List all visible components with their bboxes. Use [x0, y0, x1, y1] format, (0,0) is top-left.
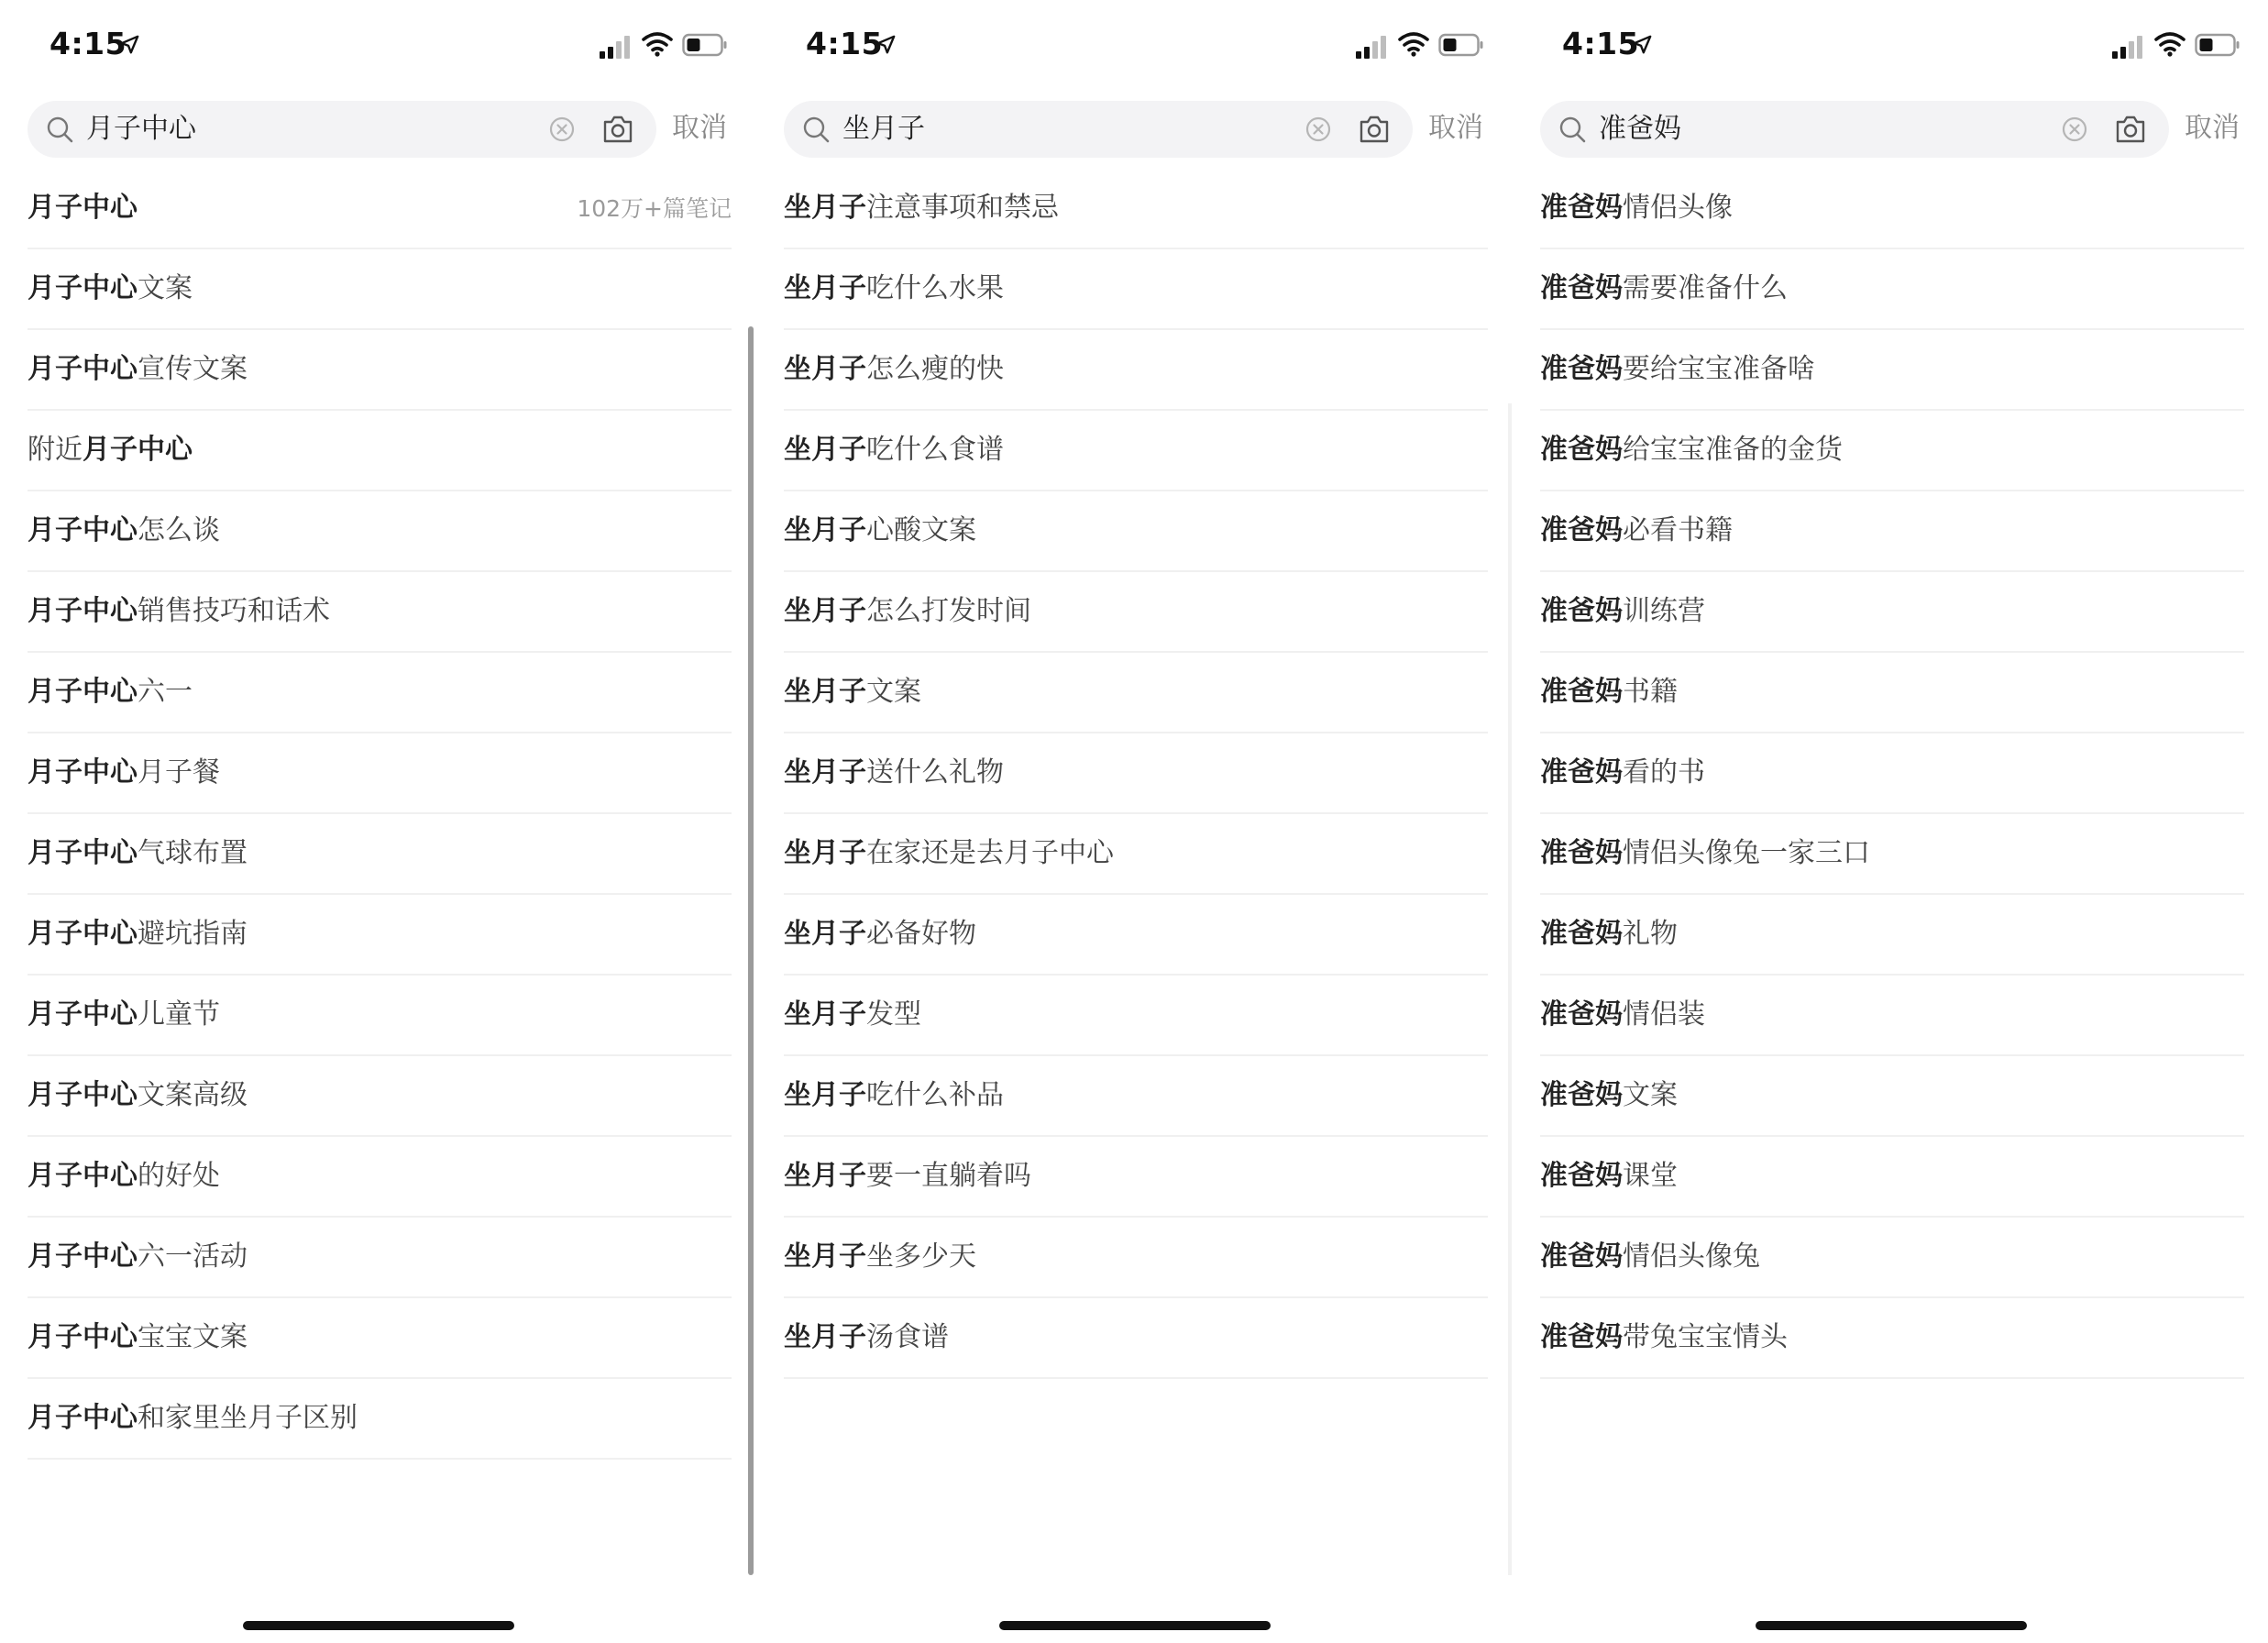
suggestion-text	[1540, 592, 1705, 631]
suggestion-match: 坐月子	[784, 434, 866, 466]
suggestion-text	[28, 915, 248, 954]
suggestion-suffix: 的好处	[138, 1160, 220, 1192]
suggestion-item[interactable]	[28, 895, 732, 976]
phone-screen-3	[1513, 0, 2268, 1643]
suggestion-match: 月子中心	[28, 353, 138, 385]
suggestion-item[interactable]	[784, 733, 1488, 814]
suggestion-suffix: 儿童节	[138, 998, 220, 1031]
search-icon	[46, 116, 75, 145]
suggestion-item[interactable]	[784, 814, 1488, 895]
search-icon	[1558, 116, 1588, 145]
suggestion-text	[1540, 915, 1678, 954]
suggestion-item[interactable]	[28, 1218, 732, 1298]
suggestion-suffix: 需要准备什么	[1623, 272, 1788, 304]
suggestion-item[interactable]	[784, 653, 1488, 733]
search-row	[0, 101, 756, 158]
suggestion-item[interactable]	[28, 976, 732, 1056]
suggestion-suffix: 怎么瘦的快	[866, 353, 1004, 385]
suggestion-list	[28, 169, 732, 1460]
suggestion-match: 坐月子	[784, 918, 866, 950]
suggestion-suffix: 给宝宝准备的金货	[1623, 434, 1843, 466]
suggestion-text	[28, 1399, 358, 1438]
clear-icon[interactable]	[2062, 116, 2087, 142]
suggestion-text	[28, 512, 220, 550]
suggestion-text	[28, 431, 193, 469]
suggestion-text	[784, 350, 1004, 389]
suggestion-match: 准爸妈	[1540, 1160, 1623, 1192]
cancel-button[interactable]: 取消	[2185, 112, 2240, 144]
suggestion-suffix: 坐多少天	[866, 1241, 976, 1273]
suggestion-suffix: 带兔宝宝情头	[1623, 1321, 1788, 1353]
suggestion-match: 月子中心	[28, 756, 138, 788]
suggestion-item[interactable]	[784, 1298, 1488, 1379]
suggestion-match: 准爸妈	[1540, 676, 1623, 708]
suggestion-match: 准爸妈	[1540, 595, 1623, 627]
suggestion-item[interactable]	[28, 1379, 732, 1460]
suggestion-item[interactable]	[784, 411, 1488, 491]
suggestion-text	[1540, 512, 1733, 550]
search-row	[756, 101, 1513, 158]
suggestion-text	[28, 350, 248, 389]
suggestion-text	[784, 270, 1004, 308]
suggestion-prefix: 附近	[28, 434, 83, 466]
suggestion-suffix: 情侣头像兔一家三口	[1623, 837, 1870, 869]
wifi-icon	[1398, 31, 1429, 57]
suggestion-suffix: 情侣头像兔	[1623, 1241, 1760, 1273]
suggestion-suffix: 必看书籍	[1623, 514, 1733, 546]
suggestion-match: 坐月子	[784, 1079, 866, 1111]
suggestion-match: 坐月子	[784, 192, 866, 224]
suggestion-match: 准爸妈	[1540, 1241, 1623, 1273]
suggestion-match: 准爸妈	[1540, 756, 1623, 788]
suggestion-item[interactable]	[784, 249, 1488, 330]
search-input[interactable]	[28, 101, 656, 158]
suggestion-suffix: 怎么谈	[138, 514, 220, 546]
suggestion-item[interactable]	[1540, 411, 2244, 491]
battery-icon	[2195, 33, 2240, 57]
suggestion-match: 准爸妈	[1540, 1321, 1623, 1353]
search-input[interactable]	[784, 101, 1413, 158]
suggestion-text	[1540, 270, 1788, 308]
suggestion-suffix: 训练营	[1623, 595, 1705, 627]
suggestion-suffix: 销售技巧和话术	[138, 595, 330, 627]
suggestion-match: 月子中心	[28, 272, 138, 304]
suggestion-list	[1540, 169, 2244, 1379]
suggestion-text	[28, 673, 193, 711]
suggestion-text	[784, 915, 976, 954]
suggestion-text	[1540, 1318, 1788, 1357]
suggestion-text	[28, 834, 248, 873]
suggestion-match: 月子中心	[28, 1402, 138, 1434]
suggestion-suffix: 心酸文案	[866, 514, 976, 546]
suggestion-text	[1540, 1157, 1678, 1196]
suggestion-text	[28, 1076, 248, 1115]
suggestion-text	[1540, 431, 1843, 469]
suggestion-item[interactable]	[28, 169, 732, 249]
suggestion-match: 准爸妈	[1540, 434, 1623, 466]
suggestion-suffix: 避坑指南	[138, 918, 248, 950]
suggestion-item[interactable]	[28, 814, 732, 895]
suggestion-match: 坐月子	[784, 1160, 866, 1192]
home-indicator[interactable]	[1756, 1621, 2027, 1630]
suggestion-text	[784, 1157, 1031, 1196]
suggestion-suffix: 月子餐	[138, 756, 220, 788]
suggestion-match: 坐月子	[784, 595, 866, 627]
suggestion-item[interactable]	[784, 1218, 1488, 1298]
cancel-button[interactable]: 取消	[1428, 112, 1483, 144]
suggestion-item[interactable]	[1540, 1298, 2244, 1379]
home-indicator[interactable]	[243, 1621, 514, 1630]
status-bar	[1513, 0, 2268, 92]
suggestion-item[interactable]	[1540, 1218, 2244, 1298]
suggestion-text	[1540, 996, 1705, 1034]
suggestion-suffix: 气球布置	[138, 837, 248, 869]
status-bar	[756, 0, 1513, 92]
suggestion-match: 准爸妈	[1540, 353, 1623, 385]
suggestion-text	[28, 592, 330, 631]
camera-icon[interactable]	[2114, 114, 2147, 145]
suggestion-match: 月子中心	[28, 1079, 138, 1111]
suggestion-suffix: 和家里坐月子区别	[138, 1402, 358, 1434]
suggestion-match: 坐月子	[784, 756, 866, 788]
cellular-signal-icon	[2112, 35, 2143, 59]
suggestion-text	[28, 1318, 248, 1357]
cancel-button[interactable]: 取消	[672, 112, 727, 144]
suggestion-text	[784, 834, 1114, 873]
suggestion-item[interactable]	[28, 572, 732, 653]
suggestion-match: 月子中心	[28, 595, 138, 627]
suggestion-match: 月子中心	[28, 1160, 138, 1192]
suggestion-match: 坐月子	[784, 837, 866, 869]
suggestion-item[interactable]	[1540, 1056, 2244, 1137]
search-query[interactable]: 月子中心	[86, 113, 196, 145]
status-time: 4:15	[50, 26, 127, 61]
suggestion-item[interactable]	[784, 330, 1488, 411]
suggestion-suffix: 情侣装	[1623, 998, 1705, 1031]
suggestion-text	[1540, 754, 1705, 792]
suggestion-match: 准爸妈	[1540, 1079, 1623, 1111]
suggestion-match: 月子中心	[28, 1241, 138, 1273]
suggestion-suffix: 文案	[866, 676, 921, 708]
suggestion-item[interactable]	[28, 1056, 732, 1137]
suggestion-text	[1540, 1076, 1678, 1115]
wifi-icon	[642, 31, 673, 57]
cellular-signal-icon	[1356, 35, 1387, 59]
search-row	[1513, 101, 2268, 158]
phone-screen-2	[756, 0, 1513, 1643]
suggestion-list	[784, 169, 1488, 1379]
suggestion-match: 准爸妈	[1540, 272, 1623, 304]
suggestion-match: 坐月子	[784, 998, 866, 1031]
suggestion-suffix: 宣传文案	[138, 353, 248, 385]
suggestion-suffix: 送什么礼物	[866, 756, 1004, 788]
phone-screen-1	[0, 0, 756, 1643]
suggestion-item[interactable]	[28, 733, 732, 814]
suggestion-suffix: 在家还是去月子中心	[866, 837, 1114, 869]
suggestion-suffix: 看的书	[1623, 756, 1705, 788]
suggestion-text	[784, 1238, 976, 1276]
suggestion-text	[28, 270, 193, 308]
suggestion-text	[1540, 834, 1870, 873]
suggestion-suffix: 吃什么水果	[866, 272, 1004, 304]
suggestion-text	[784, 431, 1004, 469]
cellular-signal-icon	[600, 35, 631, 59]
suggestion-item[interactable]	[1540, 814, 2244, 895]
suggestion-item[interactable]	[1540, 895, 2244, 976]
scrollbar-screen-1[interactable]	[748, 326, 754, 1575]
wifi-icon	[2154, 31, 2185, 57]
status-time: 4:15	[1562, 26, 1640, 61]
suggestion-item[interactable]	[28, 653, 732, 733]
suggestion-match: 准爸妈	[1540, 918, 1623, 950]
suggestion-match: 准爸妈	[1540, 514, 1623, 546]
suggestion-suffix: 发型	[866, 998, 921, 1031]
suggestion-text	[784, 189, 1059, 227]
clear-icon[interactable]	[1305, 116, 1331, 142]
suggestion-item[interactable]	[28, 249, 732, 330]
suggestion-text	[784, 592, 1031, 631]
suggestion-item[interactable]	[28, 411, 732, 491]
suggestion-suffix: 必备好物	[866, 918, 976, 950]
suggestion-item[interactable]	[28, 1137, 732, 1218]
suggestion-text	[1540, 1238, 1760, 1276]
suggestion-match: 坐月子	[784, 514, 866, 546]
location-arrow-icon	[1632, 35, 1652, 55]
suggestion-text	[784, 512, 976, 550]
suggestion-suffix: 情侣头像	[1623, 192, 1733, 224]
suggestion-match: 月子中心	[28, 837, 138, 869]
suggestion-item[interactable]	[1540, 733, 2244, 814]
suggestion-suffix: 六一活动	[138, 1241, 248, 1273]
suggestion-item[interactable]	[784, 1056, 1488, 1137]
battery-icon	[682, 33, 728, 57]
suggestion-match: 坐月子	[784, 353, 866, 385]
suggestion-match: 坐月子	[784, 676, 866, 708]
suggestion-item[interactable]	[784, 976, 1488, 1056]
suggestion-item[interactable]	[1540, 169, 2244, 249]
suggestion-match: 坐月子	[784, 272, 866, 304]
suggestion-item[interactable]	[28, 330, 732, 411]
suggestion-item[interactable]	[1540, 491, 2244, 572]
suggestion-match: 月子中心	[28, 1321, 138, 1353]
suggestion-text	[784, 673, 921, 711]
suggestion-match: 坐月子	[784, 1241, 866, 1273]
suggestion-text	[784, 754, 1004, 792]
suggestion-item[interactable]	[784, 169, 1488, 249]
suggestion-suffix: 吃什么食谱	[866, 434, 1004, 466]
suggestion-text	[28, 996, 220, 1034]
search-icon	[802, 116, 831, 145]
suggestion-text	[784, 996, 921, 1034]
suggestion-item[interactable]	[1540, 330, 2244, 411]
suggestion-suffix: 课堂	[1623, 1160, 1678, 1192]
suggestion-text	[1540, 673, 1678, 711]
suggestion-suffix: 吃什么补品	[866, 1079, 1004, 1111]
suggestion-match: 月子中心	[28, 514, 138, 546]
search-query[interactable]: 坐月子	[842, 113, 925, 145]
suggestion-suffix: 注意事项和禁忌	[866, 192, 1059, 224]
battery-icon	[1438, 33, 1484, 57]
suggestion-match: 月子中心	[28, 192, 138, 224]
suggestion-text	[28, 1157, 220, 1196]
camera-icon[interactable]	[1358, 114, 1391, 145]
suggestion-text	[784, 1076, 1004, 1115]
suggestion-text	[1540, 189, 1733, 227]
suggestion-suffix: 汤食谱	[866, 1321, 949, 1353]
suggestion-match: 准爸妈	[1540, 837, 1623, 869]
suggestion-item[interactable]	[784, 572, 1488, 653]
status-time: 4:15	[806, 26, 884, 61]
suggestion-text	[784, 1318, 949, 1357]
suggestion-suffix: 文案高级	[138, 1079, 248, 1111]
suggestion-item[interactable]	[784, 491, 1488, 572]
suggestion-suffix: 六一	[138, 676, 193, 708]
suggestion-suffix: 礼物	[1623, 918, 1678, 950]
home-indicator[interactable]	[999, 1621, 1271, 1630]
suggestion-match: 月子中心	[28, 998, 138, 1031]
suggestion-item[interactable]	[1540, 653, 2244, 733]
suggestion-text	[28, 754, 220, 792]
suggestion-match: 月子中心	[28, 918, 138, 950]
clear-icon[interactable]	[549, 116, 575, 142]
suggestion-item[interactable]	[1540, 976, 2244, 1056]
suggestion-text	[28, 1238, 248, 1276]
scroll-track-screen-2	[1508, 403, 1512, 1575]
search-query[interactable]: 准爸妈	[1599, 113, 1681, 145]
suggestion-suffix: 怎么打发时间	[866, 595, 1031, 627]
camera-icon[interactable]	[601, 114, 634, 145]
suggestion-match: 月子中心	[83, 434, 193, 466]
status-bar	[0, 0, 756, 92]
location-arrow-icon	[119, 35, 139, 55]
suggestion-match: 准爸妈	[1540, 998, 1623, 1031]
search-input[interactable]	[1540, 101, 2169, 158]
suggestion-match: 准爸妈	[1540, 192, 1623, 224]
location-arrow-icon	[875, 35, 896, 55]
suggestion-item[interactable]	[1540, 1137, 2244, 1218]
suggestion-item[interactable]	[1540, 249, 2244, 330]
note-count: 102万+篇笔记	[577, 195, 732, 222]
suggestion-item[interactable]	[28, 1298, 732, 1379]
suggestion-suffix: 文案	[1623, 1079, 1678, 1111]
suggestion-suffix: 书籍	[1623, 676, 1678, 708]
suggestion-match: 坐月子	[784, 1321, 866, 1353]
suggestion-item[interactable]	[784, 895, 1488, 976]
suggestion-text	[28, 189, 138, 227]
suggestion-suffix: 要给宝宝准备啥	[1623, 353, 1815, 385]
suggestion-suffix: 文案	[138, 272, 193, 304]
suggestion-text	[1540, 350, 1815, 389]
suggestion-suffix: 要一直躺着吗	[866, 1160, 1031, 1192]
suggestion-match: 月子中心	[28, 676, 138, 708]
suggestion-suffix: 宝宝文案	[138, 1321, 248, 1353]
suggestion-item[interactable]	[28, 491, 732, 572]
suggestion-item[interactable]	[784, 1137, 1488, 1218]
suggestion-item[interactable]	[1540, 572, 2244, 653]
